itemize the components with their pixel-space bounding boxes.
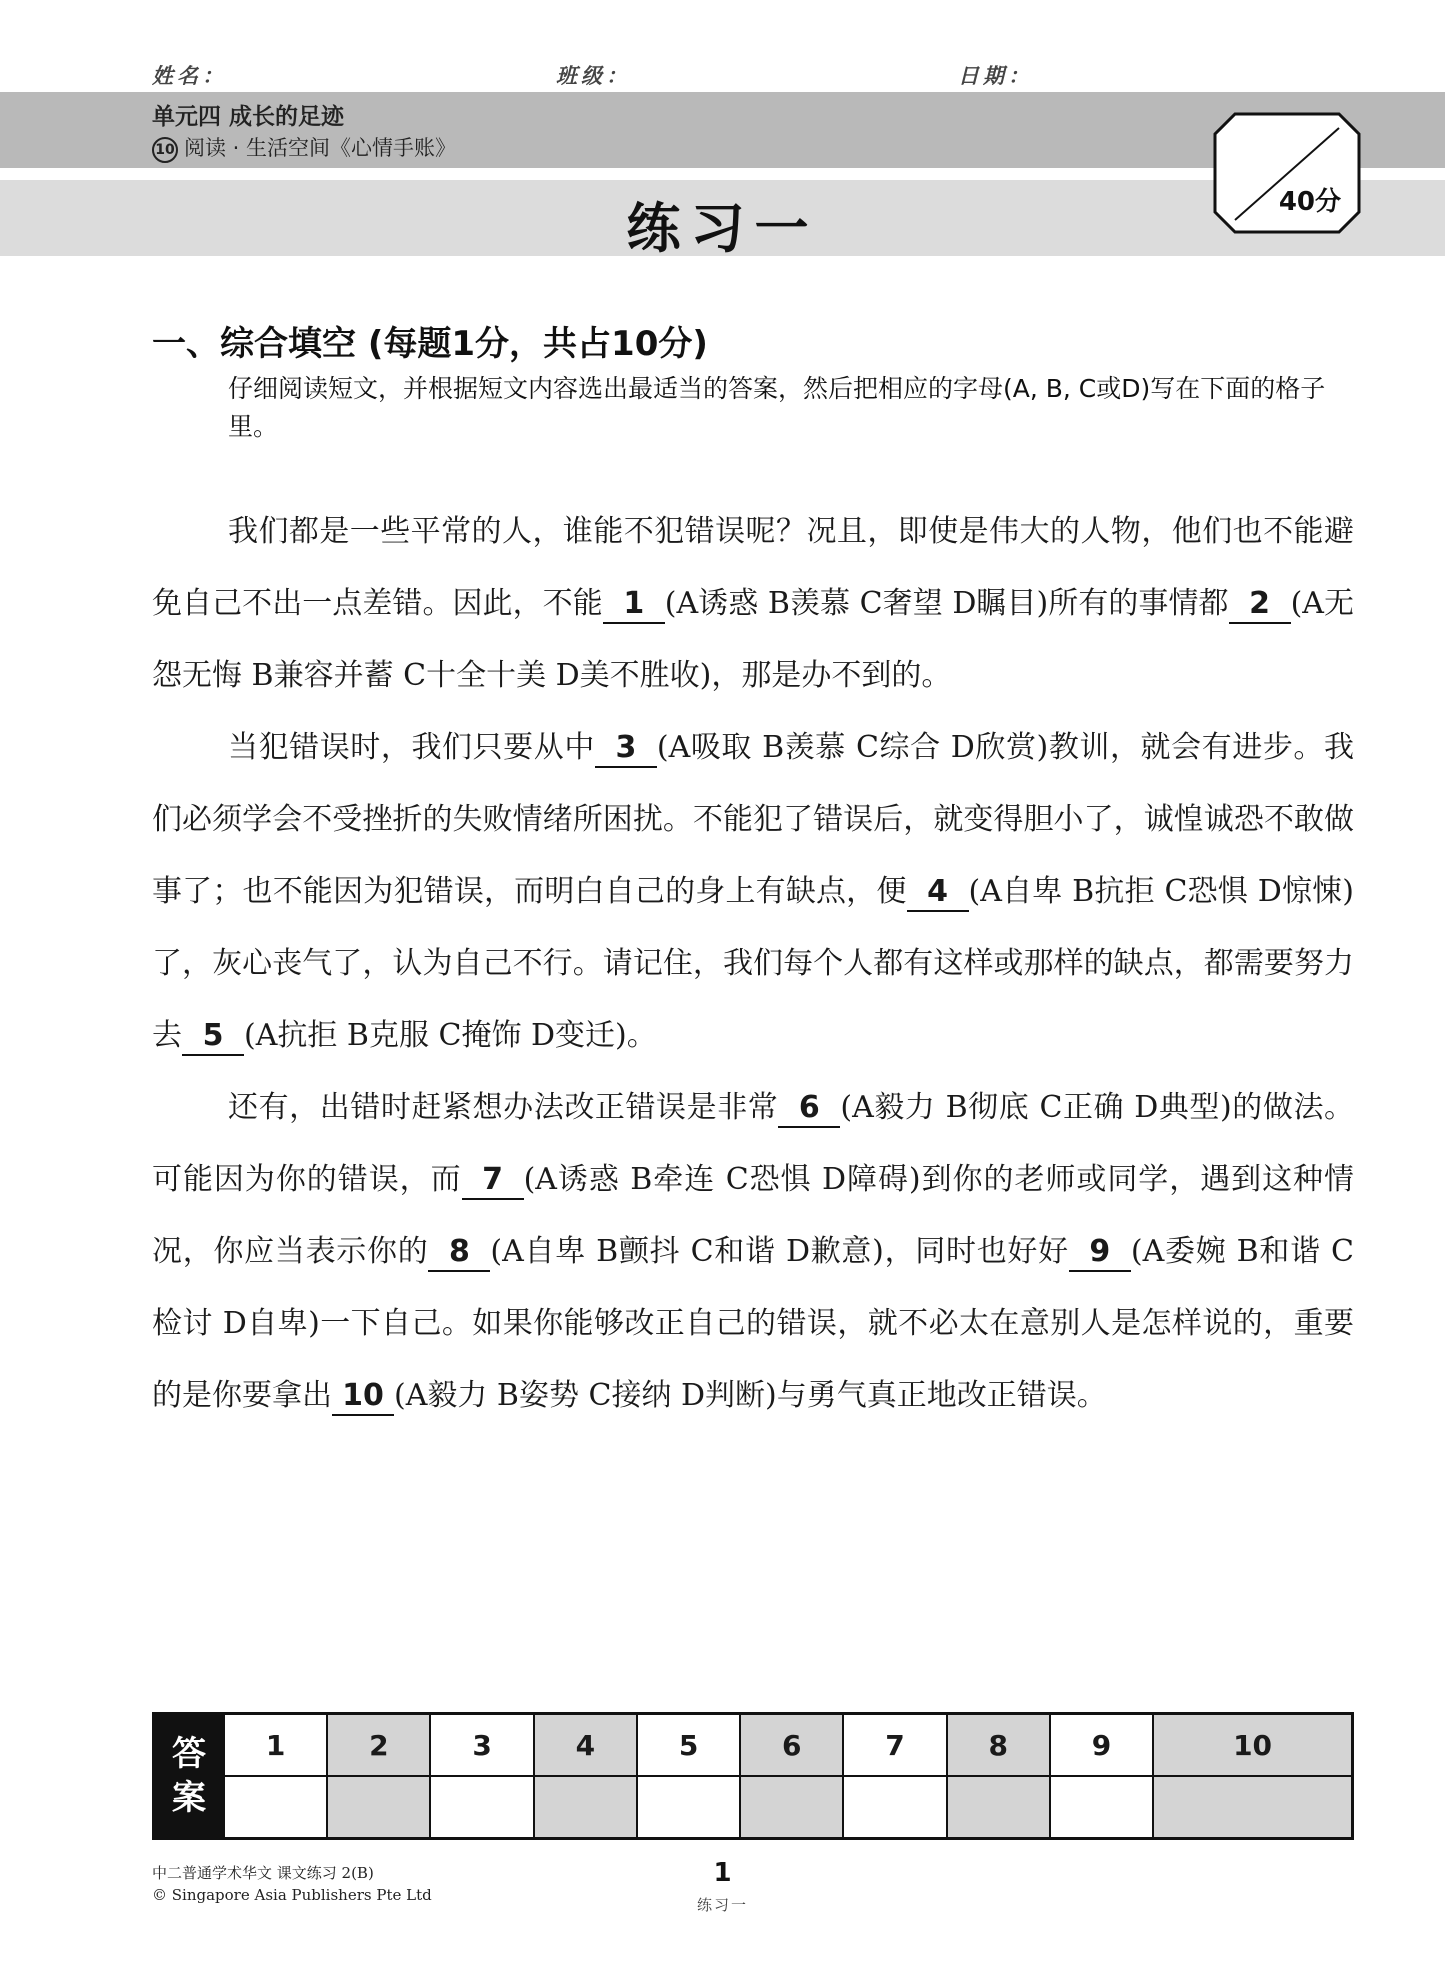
blank-10: 10	[332, 1378, 394, 1416]
blank-2: 2	[1229, 586, 1291, 624]
blank-8: 8	[428, 1234, 490, 1272]
page-number: 1	[713, 1858, 732, 1888]
blank-9: 9	[1069, 1234, 1131, 1272]
answer-number: 1	[224, 1714, 327, 1777]
copyright: © Singapore Asia Publishers Pte Ltd	[152, 1886, 432, 1904]
answer-number: 9	[1050, 1714, 1153, 1777]
answer-number: 3	[430, 1714, 533, 1777]
lesson-name: 阅读 · 生活空间《心情手账》	[184, 136, 457, 160]
passage-paragraph-2: 当犯错误时，我们只要从中 3 (A吸取 B羡慕 C综合 D欣赏)教训，就会有进步。我们必须学会不受挫折的失败情绪所困扰。不能犯了错误后，就变得胆小了，诚惶诚恐不敢做事了；也不能因为犯错误，而明白自己的身上有缺点，便 4 (A自卑 B抗拒 C恐惧 D惊悚)了，灰心丧气了，认为自己不行。请记住，我们每个人都有这样或那样的缺点，都需要努力去 5 (A抗拒 B克服 C掩饰 D变迁)。	[152, 712, 1354, 1072]
answer-number: 6	[740, 1714, 843, 1777]
page-title: 练习一	[626, 197, 819, 260]
answer-cell-6[interactable]	[740, 1776, 843, 1839]
section-heading: 一、综合填空 (每题1分，共占10分)	[152, 324, 708, 364]
blank-1: 1	[603, 586, 665, 624]
unit-title: 单元四 成长的足迹	[152, 104, 345, 130]
score-box	[1213, 112, 1361, 234]
answer-cell-3[interactable]	[430, 1776, 533, 1839]
answer-cell-1[interactable]	[224, 1776, 327, 1839]
class-label: 班级：	[556, 63, 631, 88]
total-score: 40分	[1278, 187, 1341, 217]
answer-number: 10	[1153, 1714, 1352, 1777]
passage-paragraph-3: 还有，出错时赶紧想办法改正错误是非常 6 (A毅力 B彻底 C正确 D典型)的做法。可能因为你的错误，而 7 (A诱惑 B牵连 C恐惧 D障碍)到你的老师或同学，遇到这种情况，你应当表示你的 8 (A自卑 B颤抖 C和谐 D歉意)，同时也好好 9 (A委婉 B和谐 C检讨 D自卑)一下自己。如果你能够改正自己的错误，就不必太在意别人是怎样说的，重要的是你要拿出 10 (A毅力 B姿势 C接纳 D判断)与勇气真正地改正错误。	[152, 1072, 1354, 1432]
answer-cell-4[interactable]	[534, 1776, 637, 1839]
blank-3: 3	[595, 730, 657, 768]
answer-label: 答 案	[154, 1714, 225, 1839]
blank-6: 6	[778, 1090, 840, 1128]
passage-paragraph-1: 我们都是一些平常的人，谁能不犯错误呢？况且，即使是伟大的人物，他们也不能避免自己不出一点差错。因此，不能 1 (A诱惑 B羡慕 C奢望 D瞩目)所有的事情都 2 (A无怨无悔 B兼容并蓄 C十全十美 D美不胜收)，那是办不到的。	[152, 514, 1355, 693]
answer-cell-10[interactable]	[1153, 1776, 1352, 1839]
answer-number: 7	[843, 1714, 946, 1777]
lesson-title	[152, 132, 456, 163]
answer-table-header-row	[154, 1714, 1353, 1777]
answer-cell-5[interactable]	[637, 1776, 740, 1839]
blank-4: 4	[907, 874, 969, 912]
answer-table	[152, 1712, 1354, 1840]
answer-cell-8[interactable]	[947, 1776, 1050, 1839]
blank-7: 7	[462, 1162, 524, 1200]
date-label: 日期：	[958, 63, 1033, 88]
answer-cell-7[interactable]	[843, 1776, 946, 1839]
student-info-row	[0, 52, 1445, 92]
answer-cell-2[interactable]	[327, 1776, 430, 1839]
name-label: 姓名：	[152, 63, 227, 88]
book-title: 中二普通学术华文 课文练习 2(B)	[152, 1864, 374, 1882]
answer-number: 8	[947, 1714, 1050, 1777]
answer-number: 5	[637, 1714, 740, 1777]
answer-number: 2	[327, 1714, 430, 1777]
lesson-number-badge: 10	[152, 137, 178, 163]
answer-table-input-row	[154, 1776, 1353, 1839]
page-footer-title: 练习一	[696, 1896, 748, 1914]
answer-cell-9[interactable]	[1050, 1776, 1153, 1839]
reading-passage	[152, 496, 1354, 1432]
section-instruction: 仔细阅读短文，并根据短文内容选出最适当的答案，然后把相应的字母(A, B, C或D)写在下面的格子里。	[228, 374, 1326, 441]
blank-5: 5	[182, 1018, 244, 1056]
answer-number: 4	[534, 1714, 637, 1777]
